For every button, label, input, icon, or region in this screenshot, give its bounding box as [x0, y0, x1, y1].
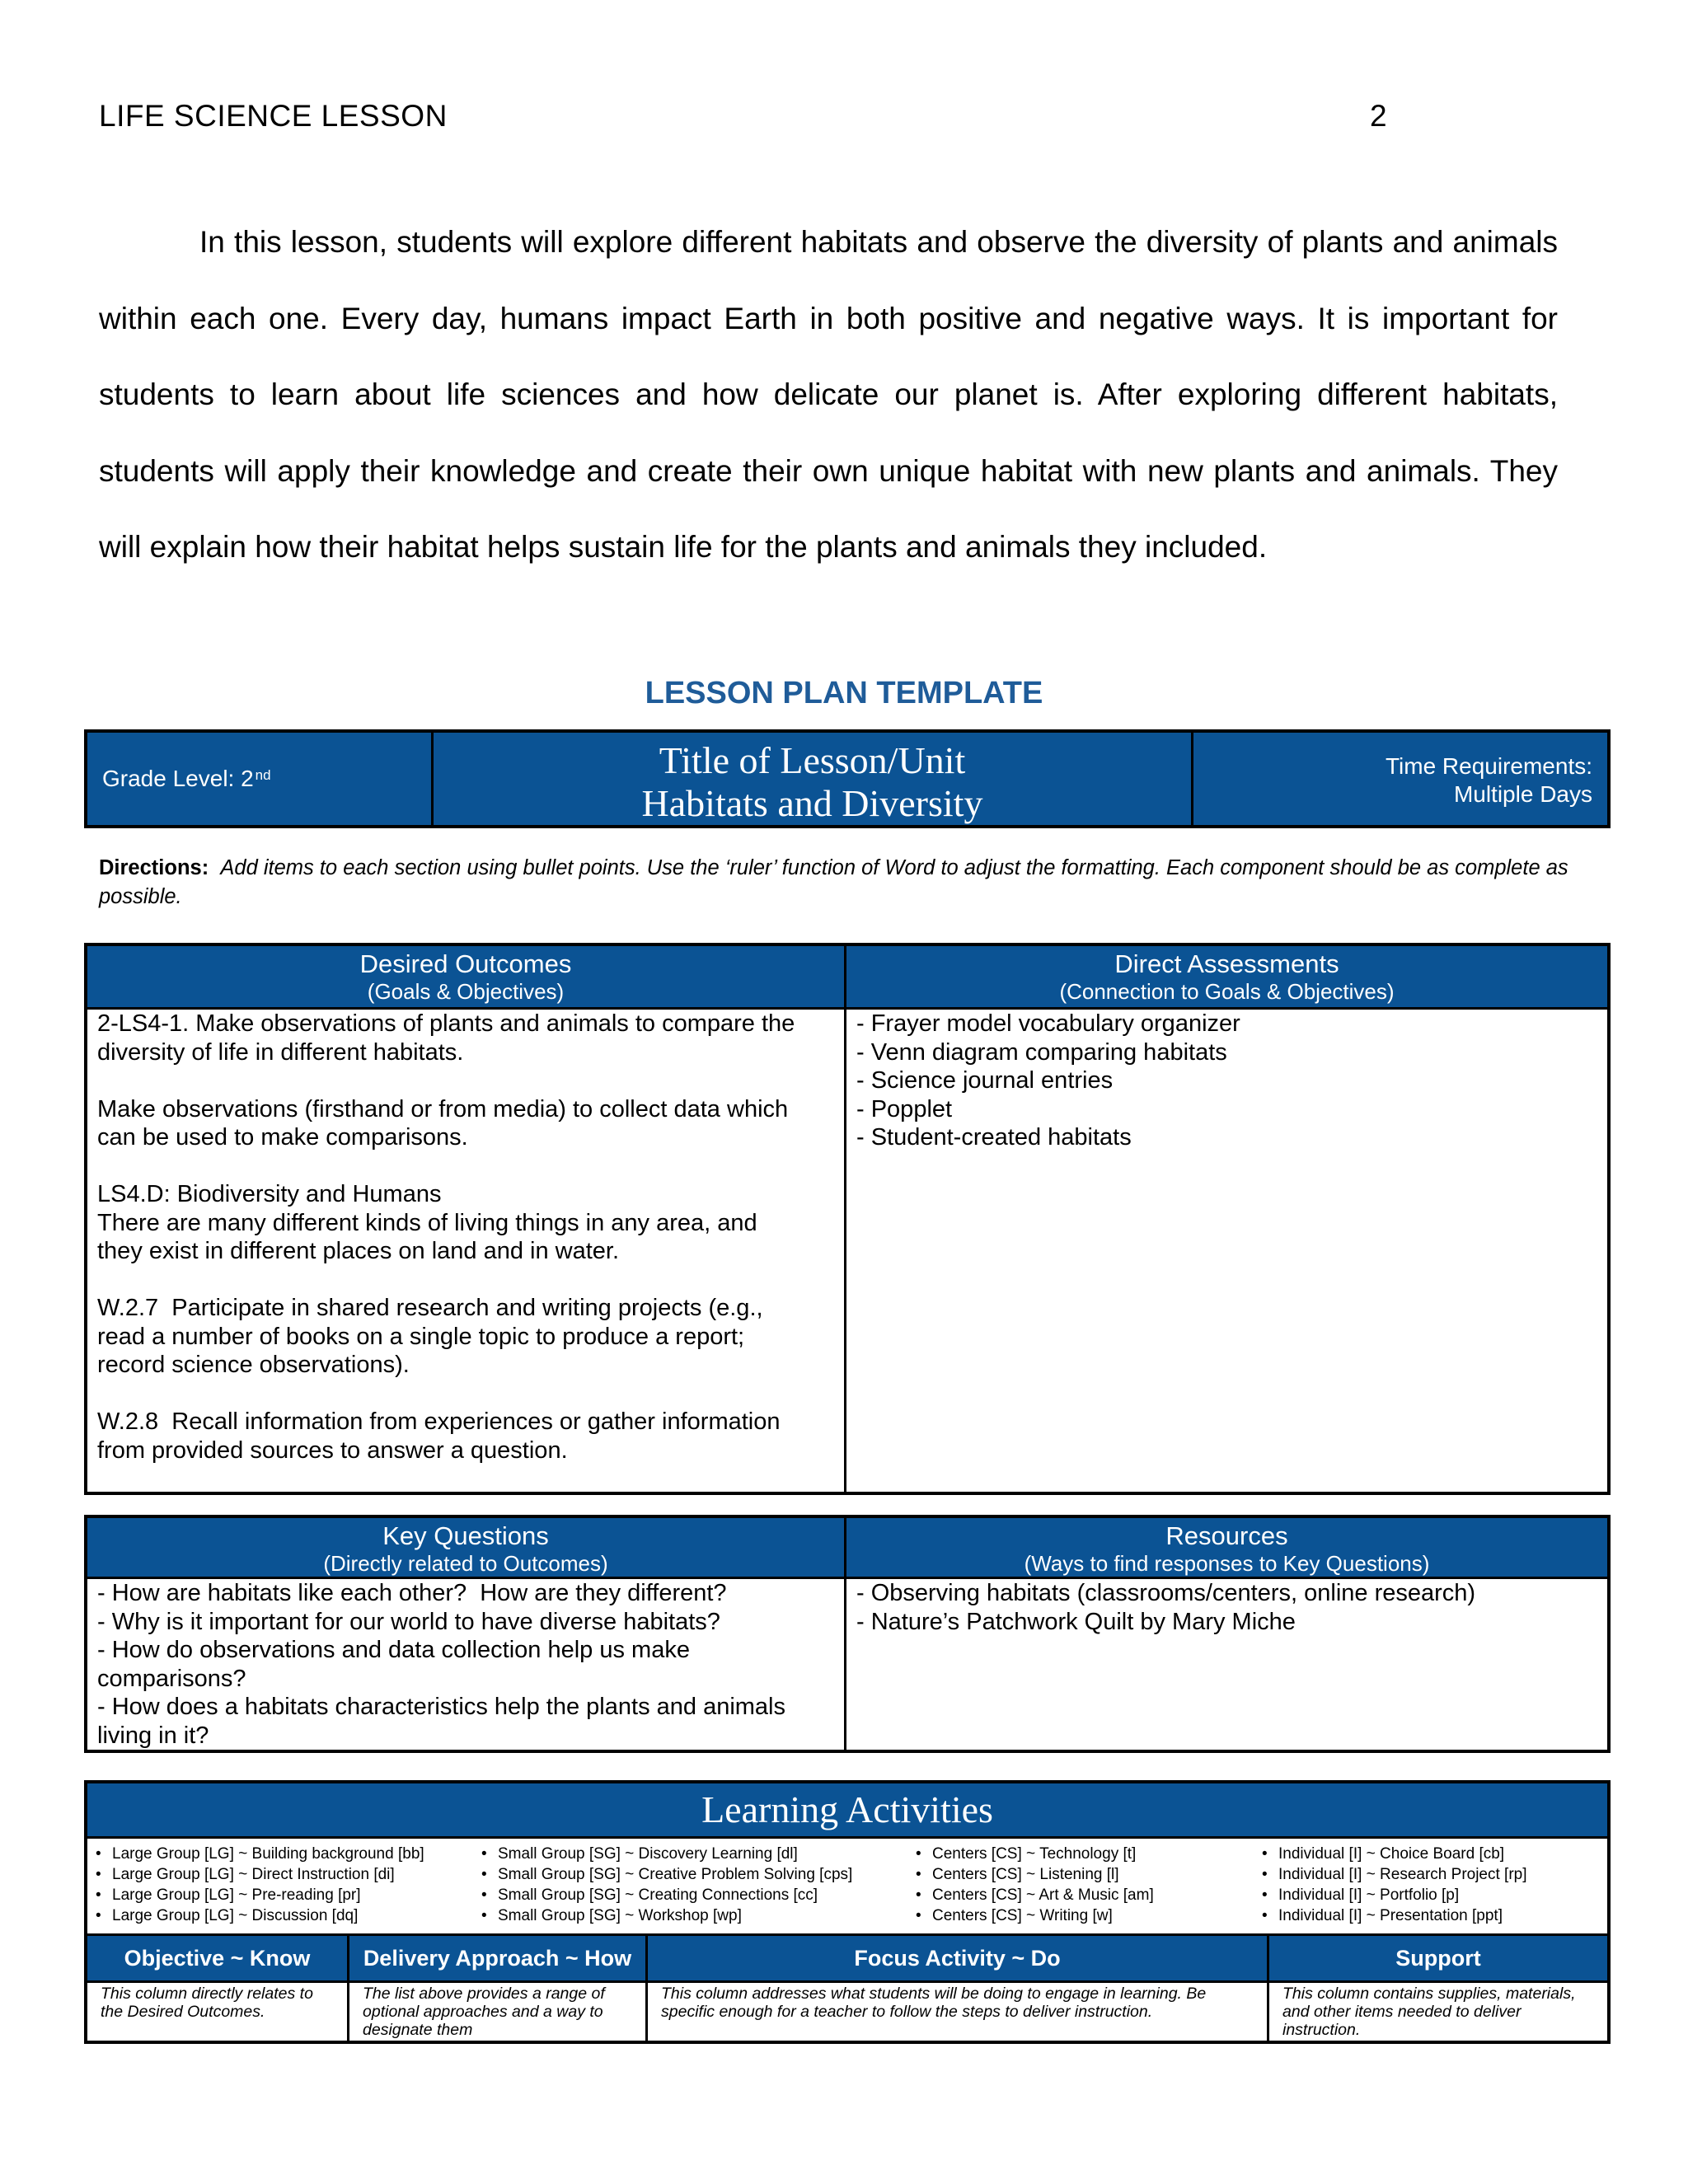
template-title: LESSON PLAN TEMPLATE	[645, 676, 1043, 710]
outcome-line: W.2.8 Recall information from experiences or gather information	[97, 1408, 781, 1435]
grade-level-suffix: nd	[255, 767, 271, 783]
grade-level	[87, 733, 434, 825]
questions-header	[87, 1518, 1607, 1579]
intro-paragraph	[99, 204, 1558, 586]
outcome-line	[97, 1380, 834, 1408]
list-item: • Small Group [SG] ~ Creating Connections [cc]	[473, 1885, 907, 1905]
desired-outcomes-cell	[87, 1010, 846, 1492]
outcomes-header	[87, 946, 1607, 1010]
grade-level-label: Grade Level: 2	[102, 766, 254, 791]
direct-assessments-subtitle: (Connection to Goals & Objectives)	[1059, 979, 1395, 1004]
list-item: • Small Group [SG] ~ Discovery Learning [dl]	[473, 1844, 907, 1864]
directions-label: Directions:	[99, 856, 209, 879]
list-item: • Centers [CS] ~ Listening [l]	[907, 1864, 1254, 1885]
lesson-title-row	[84, 729, 1611, 828]
list-item: • Individual [I] ~ Portfolio [p]	[1254, 1885, 1607, 1905]
outcome-line: Make observations (firsthand or from media) to collect data which	[97, 1095, 789, 1122]
list-item: • Small Group [SG] ~ Workshop [wp]	[473, 1905, 907, 1926]
resource-item: - Nature’s Patchwork Quilt by Mary Miche	[856, 1608, 1296, 1635]
intro-text: In this lesson, students will explore different habitats and observe the diversity of plants and animals within each one. Every day, humans impact Earth in both positive and negative ways. It is important for students to learn about life sciences and how delicate our planet is. After exploring different habitats, students will apply their knowledge and create their own unique habitat with new plants and animals. They will explain how their habitat helps sustain life for the plants and animals they included.	[99, 225, 1558, 564]
list-item: • Centers [CS] ~ Writing [w]	[907, 1905, 1254, 1926]
list-item: • Individual [I] ~ Presentation [ppt]	[1254, 1905, 1607, 1926]
lesson-title-value: Habitats and Diversity	[641, 782, 983, 824]
outcome-line: diversity of life in different habitats.	[97, 1038, 464, 1066]
support-header: Support	[1395, 1946, 1481, 1971]
list-item: • Individual [I] ~ Research Project [rp]	[1254, 1864, 1607, 1885]
desired-outcomes-title: Desired Outcomes	[359, 949, 572, 978]
large-group-list	[87, 1844, 473, 1933]
key-questions-subtitle: (Directly related to Outcomes)	[323, 1551, 608, 1576]
list-item: • Large Group [LG] ~ Discussion [dq]	[87, 1905, 473, 1926]
outcome-line: they exist in different places on land and in water.	[97, 1238, 620, 1264]
activity-column-headers	[87, 1936, 1607, 1983]
question-line: - How does a habitats characteristics help the plants and animals	[97, 1694, 785, 1720]
focus-activity-description: This column addresses what students will be doing to engage in learning. Be specific enough for a teacher to follow the steps to deliver instruction.	[648, 1983, 1269, 2041]
resources-title: Resources	[1165, 1521, 1288, 1550]
assessment-item: - Frayer model vocabulary organizer	[856, 1010, 1240, 1037]
question-line: living in it?	[97, 1722, 209, 1749]
list-item: • Individual [I] ~ Choice Board [cb]	[1254, 1844, 1607, 1864]
page-number: 2	[1370, 99, 1387, 133]
list-item: • Large Group [LG] ~ Building background [bb]	[87, 1844, 473, 1864]
key-questions-cell	[87, 1579, 846, 1750]
lesson-title	[434, 733, 1193, 825]
objective-header: Objective ~ Know	[87, 1936, 349, 1980]
learning-activities-title: Learning Activities	[87, 1783, 1607, 1839]
delivery-approach-description: The list above provides a range of optional approaches and a way to designate them	[349, 1983, 648, 2041]
activity-types	[87, 1839, 1607, 1936]
resource-item: - Observing habitats (classrooms/centers, online research)	[856, 1580, 1476, 1606]
outcome-line	[97, 1066, 834, 1095]
outcome-line: LS4.D: Biodiversity and Humans	[97, 1181, 442, 1207]
resources-header	[846, 1518, 1607, 1577]
resources-subtitle: (Ways to find responses to Key Questions)	[1024, 1551, 1430, 1576]
question-line: - Why is it important for our world to have diverse habitats?	[97, 1608, 720, 1635]
direct-assessments-cell	[846, 1010, 1607, 1492]
desired-outcomes-header	[87, 946, 846, 1007]
outcome-line: read a number of books on a single topic to produce a report;	[97, 1323, 745, 1350]
outcome-line: 2-LS4-1. Make observations of plants and animals to compare the	[97, 1010, 795, 1037]
time-requirements-label: Time Requirements:	[1385, 753, 1592, 779]
outcome-line: can be used to make comparisons.	[97, 1124, 468, 1151]
key-questions-title: Key Questions	[382, 1521, 549, 1550]
support-description: This column contains supplies, materials, and other items needed to deliver instruction.	[1282, 1985, 1576, 2039]
direct-assessments-header	[846, 946, 1607, 1007]
list-item: • Centers [CS] ~ Art & Music [am]	[907, 1885, 1254, 1905]
desired-outcomes-subtitle: (Goals & Objectives)	[367, 979, 565, 1004]
assessment-item: - Student-created habitats	[856, 1124, 1132, 1151]
outcome-line	[97, 1266, 834, 1295]
learning-activities-table	[84, 1780, 1611, 2044]
question-line: - How are habitats like each other? How are they different?	[97, 1580, 727, 1606]
outcomes-body	[87, 1010, 1607, 1492]
outcomes-table	[84, 943, 1611, 1495]
assessment-item: - Popplet	[856, 1095, 953, 1122]
running-head: LIFE SCIENCE LESSON	[99, 99, 448, 133]
objective-description: This column directly relates to the Desired Outcomes.	[87, 1983, 349, 2041]
question-line: - How do observations and data collection help us make	[97, 1637, 690, 1663]
individual-list	[1254, 1844, 1607, 1933]
list-item: • Small Group [SG] ~ Creative Problem Solving [cps]	[473, 1864, 907, 1885]
list-item: • Centers [CS] ~ Technology [t]	[907, 1844, 1254, 1864]
outcome-line: There are many different kinds of living things in any area, and	[97, 1209, 757, 1236]
outcome-line: from provided sources to answer a question.	[97, 1436, 568, 1464]
outcome-line: record science observations).	[97, 1352, 410, 1378]
list-item: • Large Group [LG] ~ Pre-reading [pr]	[87, 1885, 473, 1905]
directions-text: Add items to each section using bullet points. Use the ‘ruler’ function of Word to adjust the formatting. Each component should be as complete as possible.	[99, 856, 1568, 908]
list-item: • Large Group [LG] ~ Direct Instruction [di]	[87, 1864, 473, 1885]
questions-table	[84, 1515, 1611, 1753]
resources-cell	[846, 1579, 1607, 1750]
focus-activity-header: Focus Activity ~ Do	[648, 1936, 1269, 1980]
assessment-item: - Science journal entries	[856, 1067, 1114, 1094]
questions-body	[87, 1579, 1607, 1750]
assessment-item: - Venn diagram comparing habitats	[856, 1038, 1227, 1066]
small-group-list	[473, 1844, 907, 1933]
direct-assessments-title: Direct Assessments	[1114, 949, 1339, 978]
time-requirements-value: Multiple Days	[1453, 781, 1592, 807]
delivery-approach-header: Delivery Approach ~ How	[349, 1936, 648, 1980]
outcome-line	[97, 1152, 834, 1181]
question-line: comparisons?	[97, 1665, 246, 1692]
key-questions-header	[87, 1518, 846, 1577]
time-requirements	[1193, 733, 1607, 825]
lesson-title-label: Title of Lesson/Unit	[659, 739, 966, 781]
directions	[99, 854, 1607, 912]
centers-list	[907, 1844, 1254, 1933]
outcome-line: W.2.7 Participate in shared research and writing projects (e.g.,	[97, 1295, 763, 1321]
activity-descriptions	[87, 1983, 1607, 2041]
